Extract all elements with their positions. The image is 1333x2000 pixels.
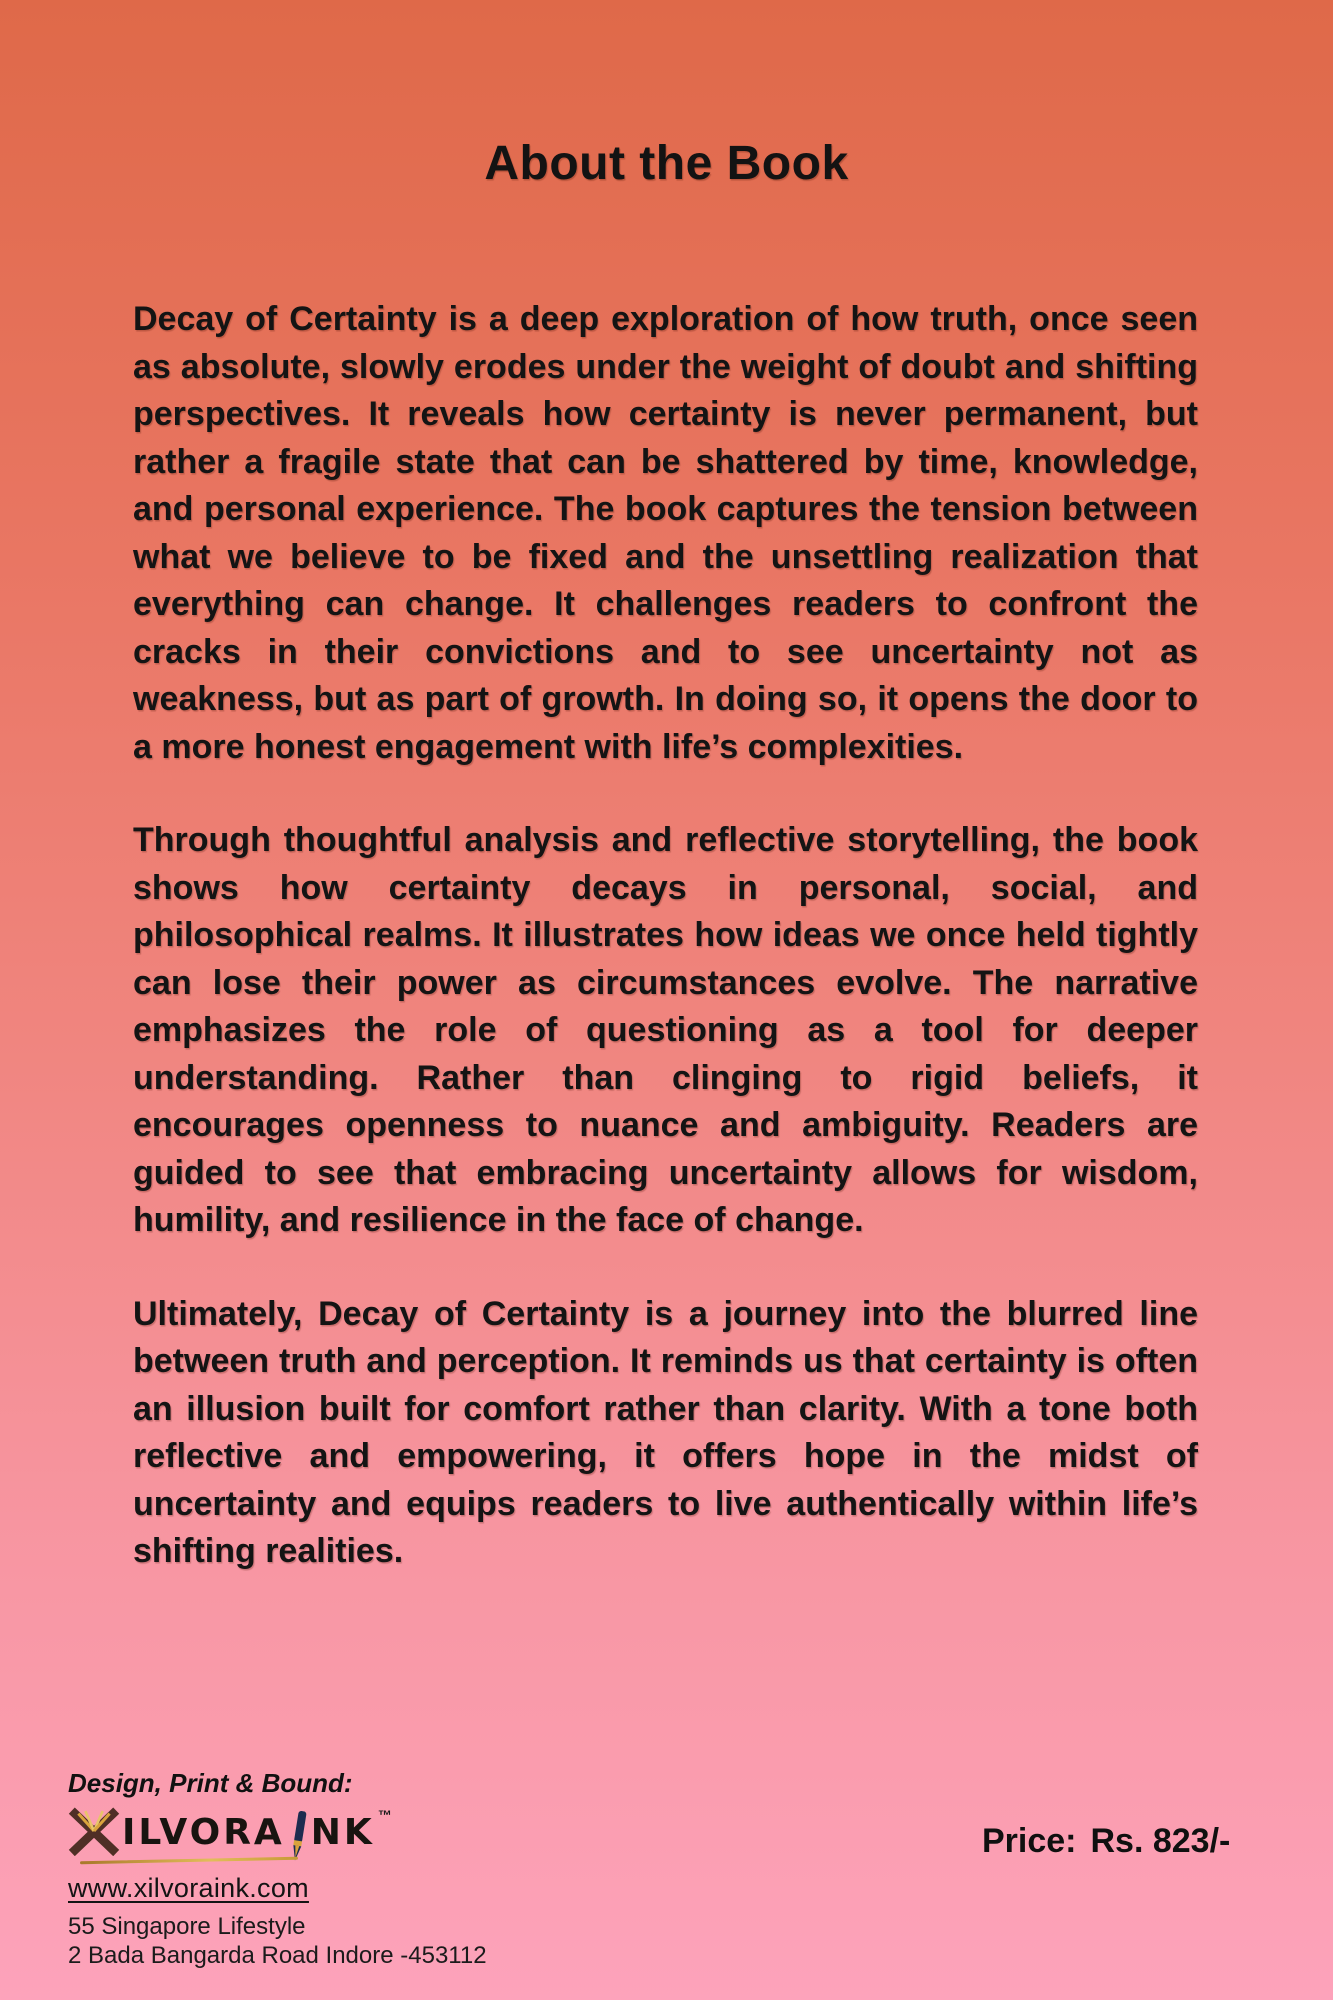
address-line-2: 2 Bada Bangarda Road Indore -453112 (68, 1942, 487, 1969)
brand-text-nk: NK (310, 1812, 375, 1853)
price-label: Price: (982, 1822, 1077, 1860)
publisher-block (68, 1768, 487, 1970)
open-book-icon (68, 1806, 120, 1861)
price (982, 1822, 1230, 1861)
brand-text-ilvora: ILVORA (122, 1812, 285, 1853)
about-paragraph-1: Decay of Certainty is a deep exploration of how truth, once seen as absolute, slowly erodes under the weight of doubt and shifting perspectives. It reveals how certainty is never permanent, but rather a fragile state that can be shattered by time, knowledge, and personal experience. The book captures the tension between what we believe to be fixed and the unsettling realization that everything can change. It challenges readers to confront the cracks in their convictions and to see uncertainty not as weakness, but as part of growth. In doing so, it opens the door to a more honest engagement with life’s complexities. (133, 300, 1198, 766)
about-text-block (133, 296, 1198, 1576)
price-value: Rs. 823/- (1090, 1822, 1231, 1860)
design-print-bound-label: Design, Print & Bound: (68, 1768, 353, 1798)
publisher-address (68, 1912, 487, 1970)
about-paragraph-2: Through thoughtful analysis and reflective storytelling, the book shows how certainty decays in personal, social, and philosophical realms. It illustrates how ideas we once held tightly can lose their power as circumstances evolve. The narrative emphasizes the role of questioning as a tool for deeper understanding. Rather than clinging to rigid beliefs, it encourages openness to nuance and ambiguity. Readers are guided to see that embracing uncertainty allows for wisdom, humility, and resilience in the face of change. (133, 821, 1198, 1239)
address-line-1: 55 Singapore Lifestyle (68, 1913, 306, 1940)
xilvora-ink-logo (68, 1807, 392, 1859)
about-paragraph-3: Ultimately, Decay of Certainty is a journey into the blurred line between truth and perception. It reminds us that certainty is often an illusion built for comfort rather than clarity. With a tone both reflective and empowering, it offers hope in the midst of uncertainty and equips readers to live authentically within life’s shifting realities. (133, 1294, 1198, 1570)
website-link[interactable]: www.xilvoraink.com (68, 1873, 309, 1903)
page-title: About the Book (484, 137, 849, 190)
trademark-symbol: ™ (377, 1807, 392, 1823)
